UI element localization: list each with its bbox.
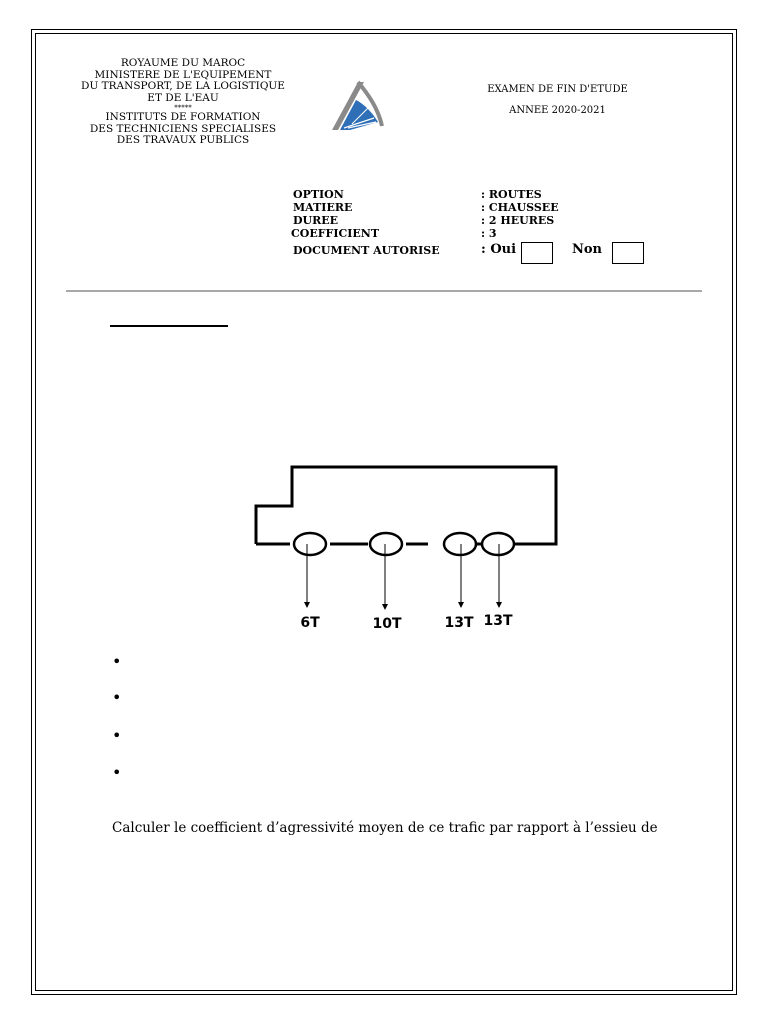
duree-value: : 2 HEURES: [481, 214, 555, 227]
load-label-3: 13T: [444, 615, 474, 631]
option-value: : ROUTES: [481, 188, 542, 201]
truck-body: [256, 467, 556, 544]
info-row-document: [293, 242, 663, 266]
matiere-value: : CHAUSSEE: [481, 201, 559, 214]
institution-line: DES TECHNICIENS SPECIALISES: [89, 122, 277, 135]
bullet-3: •: [112, 726, 122, 745]
wheel-2: [370, 533, 402, 555]
truck-axle-diagram: [248, 460, 568, 640]
oui-checkbox[interactable]: [521, 242, 553, 264]
option-label: OPTION: [293, 188, 344, 201]
duree-label: DUREE: [293, 214, 339, 227]
header-separator: [66, 290, 702, 292]
load-label-4: 13T: [483, 613, 513, 629]
institute-logo-icon: [328, 78, 386, 132]
institution-separator: *****: [174, 104, 192, 112]
arrowhead-3: [458, 602, 464, 608]
oui-label: : Oui: [481, 242, 517, 257]
load-label-1: 6T: [300, 615, 320, 631]
institution-line: ET DE L'EAU: [147, 91, 219, 104]
document-label: DOCUMENT AUTORISE: [293, 244, 440, 257]
institution-line: DU TRANSPORT, DE LA LOGISTIQUE: [81, 80, 285, 92]
arrowhead-1: [304, 602, 310, 608]
coefficient-label: COEFFICIENT: [291, 227, 380, 240]
load-label-2: 10T: [372, 616, 402, 632]
wheel-3: [444, 533, 476, 555]
institution-line: DES TRAVAUX PUBLICS: [116, 134, 250, 146]
wheel-1: [294, 533, 326, 555]
coefficient-value: : 3: [481, 227, 497, 240]
question-text: Calculer le coefficient d’agressivité moyen de ce trafic par rapport à l’essieu de: [112, 820, 658, 836]
institution-line: ROYAUME DU MAROC: [120, 57, 246, 69]
arrowhead-2: [382, 604, 388, 610]
institution-line: MINISTERE DE L'EQUIPEMENT: [94, 68, 272, 81]
exam-header: [470, 84, 645, 116]
exam-title: EXAMEN DE FIN D'ETUDE: [487, 84, 628, 95]
matiere-label: MATIERE: [293, 201, 353, 214]
non-label: Non: [572, 242, 603, 257]
bullet-1: •: [112, 652, 122, 671]
arrowhead-4: [496, 602, 502, 608]
non-checkbox[interactable]: [612, 242, 644, 264]
exam-year: ANNEE 2020-2021: [509, 105, 606, 116]
institution-line: INSTITUTS DE FORMATION: [105, 111, 261, 123]
wheel-4: [482, 533, 514, 555]
bullet-4: •: [112, 763, 122, 782]
institution-header: [70, 58, 296, 147]
section-heading-underline: [110, 325, 228, 327]
bullet-2: •: [112, 688, 122, 707]
